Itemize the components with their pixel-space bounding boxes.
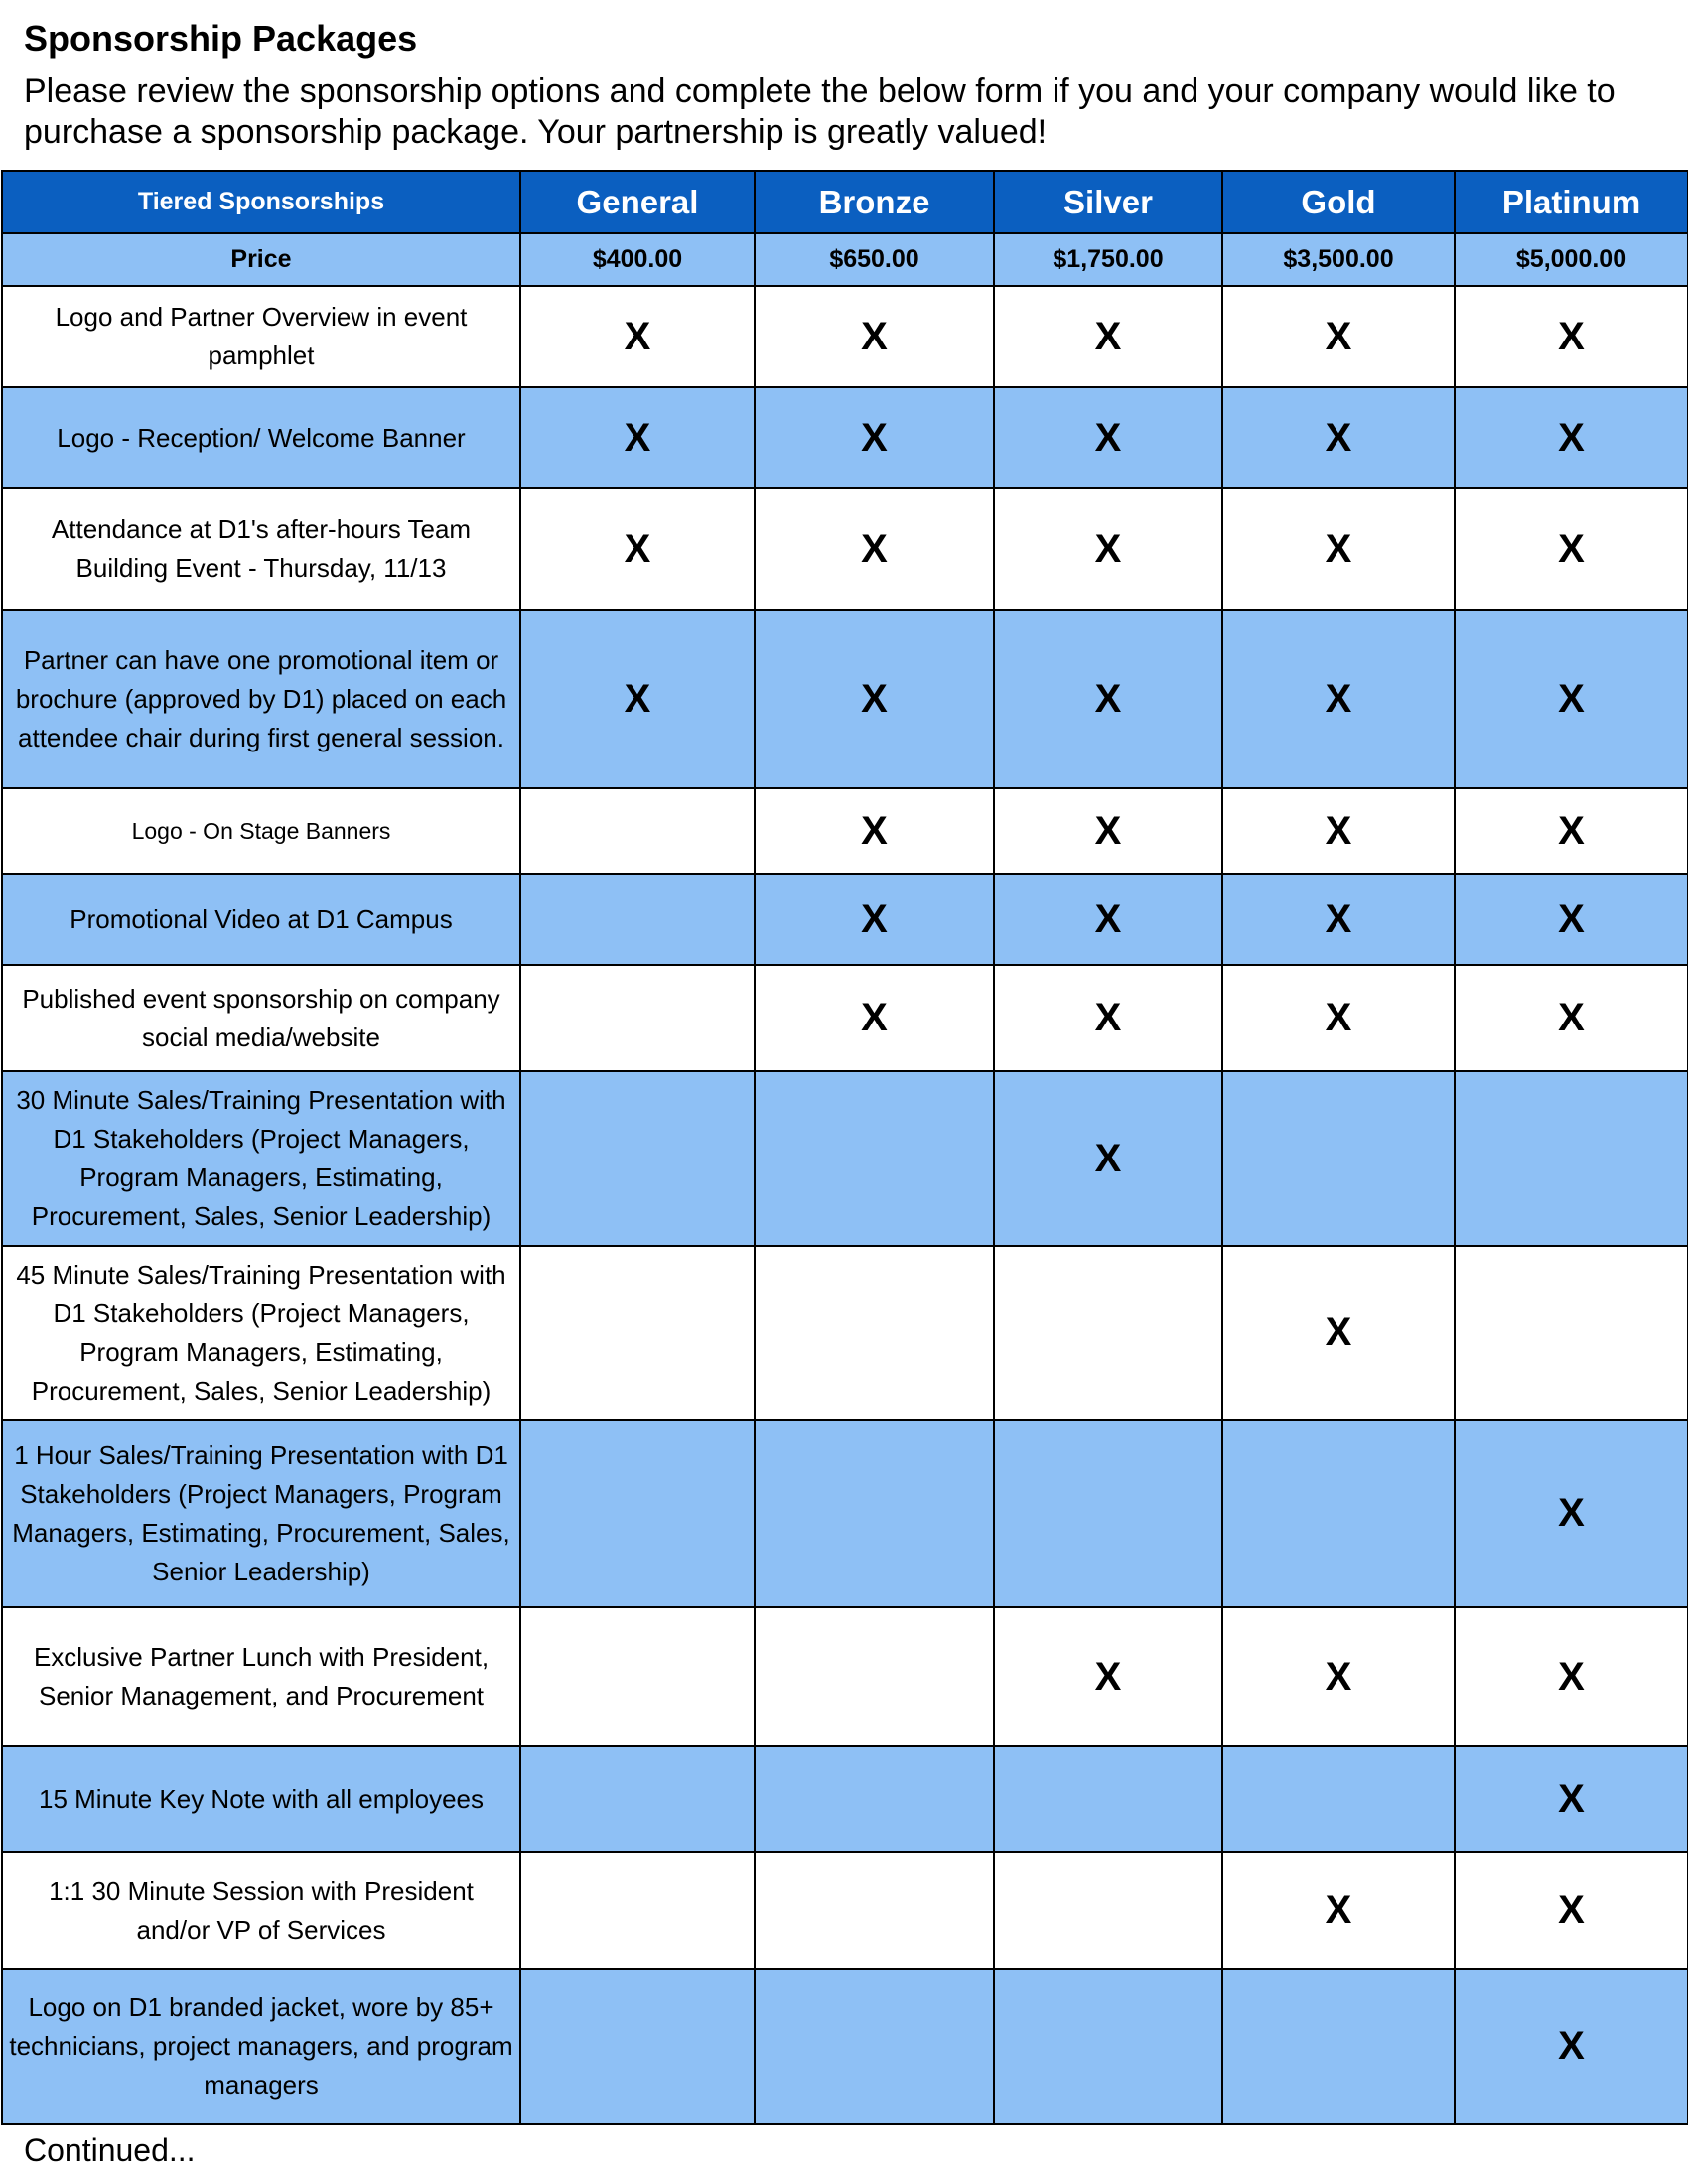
page-title: Sponsorship Packages bbox=[24, 18, 418, 59]
included-mark bbox=[1222, 1746, 1455, 1852]
tier-header-row bbox=[2, 171, 1688, 233]
included-mark bbox=[994, 1852, 1222, 1969]
feature-label: 1:1 30 Minute Session with President and/or VP of Services bbox=[2, 1852, 520, 1969]
feature-label: Partner can have one promotional item or brochure (approved by D1) placed on each attendee chair during first general session. bbox=[2, 610, 520, 788]
included-mark: X bbox=[1455, 387, 1688, 488]
continued-note: Continued... bbox=[24, 2132, 196, 2168]
table-row bbox=[2, 1852, 1688, 1969]
sponsorship-table bbox=[1, 170, 1688, 2125]
included-mark: X bbox=[1455, 1746, 1688, 1852]
price-cell: $3,500.00 bbox=[1222, 233, 1455, 286]
included-mark: X bbox=[1455, 874, 1688, 965]
included-mark: X bbox=[1222, 387, 1455, 488]
feature-label: Logo - On Stage Banners bbox=[2, 788, 520, 874]
included-mark bbox=[755, 1969, 994, 2124]
tier-header-label: Tiered Sponsorships bbox=[2, 171, 520, 233]
intro-text: Please review the sponsorship options and complete the below form if you and your company would like to purchase a sponsorship package. Your partnership is greatly valued! bbox=[24, 72, 1616, 151]
included-mark bbox=[1455, 1071, 1688, 1246]
included-mark: X bbox=[1455, 286, 1688, 387]
included-mark: X bbox=[1222, 1852, 1455, 1969]
included-mark bbox=[755, 1071, 994, 1246]
included-mark: X bbox=[994, 387, 1222, 488]
included-mark: X bbox=[1455, 610, 1688, 788]
included-mark: X bbox=[1222, 1607, 1455, 1746]
included-mark: X bbox=[994, 1071, 1222, 1246]
included-mark bbox=[520, 965, 755, 1071]
included-mark: X bbox=[1455, 1420, 1688, 1607]
included-mark: X bbox=[755, 387, 994, 488]
included-mark: X bbox=[1455, 488, 1688, 610]
included-mark: X bbox=[520, 387, 755, 488]
table-row bbox=[2, 1071, 1688, 1246]
feature-label: Attendance at D1's after-hours Team Building Event - Thursday, 11/13 bbox=[2, 488, 520, 610]
included-mark: X bbox=[1222, 610, 1455, 788]
table-row bbox=[2, 1746, 1688, 1852]
included-mark: X bbox=[1222, 788, 1455, 874]
included-mark: X bbox=[994, 610, 1222, 788]
feature-label: 45 Minute Sales/Training Presentation with D1 Stakeholders (Project Managers, Program Managers, Estimating, Procurement, Sales, Senior Leadership) bbox=[2, 1246, 520, 1420]
included-mark: X bbox=[1455, 1852, 1688, 1969]
included-mark: X bbox=[1222, 488, 1455, 610]
price-row bbox=[2, 233, 1688, 286]
included-mark: X bbox=[520, 610, 755, 788]
feature-label: Logo on D1 branded jacket, wore by 85+ technicians, project managers, and program managers bbox=[2, 1969, 520, 2124]
included-mark: X bbox=[994, 286, 1222, 387]
included-mark: X bbox=[1222, 286, 1455, 387]
tier-header: Silver bbox=[994, 171, 1222, 233]
included-mark: X bbox=[1455, 788, 1688, 874]
included-mark bbox=[520, 1746, 755, 1852]
included-mark bbox=[994, 1969, 1222, 2124]
feature-label: Logo - Reception/ Welcome Banner bbox=[2, 387, 520, 488]
tier-header: Gold bbox=[1222, 171, 1455, 233]
price-cell: $5,000.00 bbox=[1455, 233, 1688, 286]
included-mark bbox=[755, 1852, 994, 1969]
price-label: Price bbox=[2, 233, 520, 286]
included-mark bbox=[520, 1852, 755, 1969]
included-mark bbox=[520, 1420, 755, 1607]
included-mark: X bbox=[520, 286, 755, 387]
included-mark: X bbox=[1455, 965, 1688, 1071]
table-row bbox=[2, 610, 1688, 788]
feature-label: Promotional Video at D1 Campus bbox=[2, 874, 520, 965]
included-mark: X bbox=[1222, 1246, 1455, 1420]
included-mark: X bbox=[994, 788, 1222, 874]
price-cell: $400.00 bbox=[520, 233, 755, 286]
feature-label: 30 Minute Sales/Training Presentation with D1 Stakeholders (Project Managers, Program Managers, Estimating, Procurement, Sales, Senior Leadership) bbox=[2, 1071, 520, 1246]
included-mark bbox=[1222, 1071, 1455, 1246]
table-row bbox=[2, 1607, 1688, 1746]
included-mark bbox=[994, 1246, 1222, 1420]
table-row bbox=[2, 965, 1688, 1071]
included-mark: X bbox=[755, 286, 994, 387]
included-mark bbox=[1455, 1246, 1688, 1420]
tier-header: General bbox=[520, 171, 755, 233]
included-mark: X bbox=[520, 488, 755, 610]
included-mark bbox=[755, 1420, 994, 1607]
included-mark bbox=[1222, 1420, 1455, 1607]
included-mark bbox=[755, 1607, 994, 1746]
included-mark bbox=[520, 1071, 755, 1246]
included-mark: X bbox=[755, 610, 994, 788]
included-mark bbox=[520, 1607, 755, 1746]
included-mark: X bbox=[755, 965, 994, 1071]
included-mark: X bbox=[1222, 965, 1455, 1071]
included-mark bbox=[994, 1746, 1222, 1852]
included-mark: X bbox=[994, 965, 1222, 1071]
table-row bbox=[2, 1969, 1688, 2124]
table-row bbox=[2, 387, 1688, 488]
price-cell: $650.00 bbox=[755, 233, 994, 286]
included-mark: X bbox=[755, 788, 994, 874]
table-row bbox=[2, 788, 1688, 874]
table-row bbox=[2, 488, 1688, 610]
feature-label: Logo and Partner Overview in event pamphlet bbox=[2, 286, 520, 387]
table-row bbox=[2, 874, 1688, 965]
feature-label: 15 Minute Key Note with all employees bbox=[2, 1746, 520, 1852]
table-row bbox=[2, 1246, 1688, 1420]
included-mark bbox=[1222, 1969, 1455, 2124]
feature-label: 1 Hour Sales/Training Presentation with D1 Stakeholders (Project Managers, Program Managers, Estimating, Procurement, Sales, Senior Leadership) bbox=[2, 1420, 520, 1607]
table-row bbox=[2, 286, 1688, 387]
included-mark bbox=[520, 788, 755, 874]
included-mark: X bbox=[1455, 1607, 1688, 1746]
tier-header: Bronze bbox=[755, 171, 994, 233]
included-mark bbox=[994, 1420, 1222, 1607]
price-cell: $1,750.00 bbox=[994, 233, 1222, 286]
included-mark: X bbox=[1222, 874, 1455, 965]
included-mark bbox=[520, 1969, 755, 2124]
included-mark: X bbox=[994, 874, 1222, 965]
included-mark bbox=[755, 1246, 994, 1420]
included-mark bbox=[520, 874, 755, 965]
included-mark bbox=[755, 1746, 994, 1852]
feature-label: Published event sponsorship on company social media/website bbox=[2, 965, 520, 1071]
tier-header: Platinum bbox=[1455, 171, 1688, 233]
included-mark: X bbox=[994, 1607, 1222, 1746]
included-mark bbox=[520, 1246, 755, 1420]
feature-label: Exclusive Partner Lunch with President, Senior Management, and Procurement bbox=[2, 1607, 520, 1746]
included-mark: X bbox=[1455, 1969, 1688, 2124]
included-mark: X bbox=[755, 874, 994, 965]
included-mark: X bbox=[755, 488, 994, 610]
included-mark: X bbox=[994, 488, 1222, 610]
table-row bbox=[2, 1420, 1688, 1607]
